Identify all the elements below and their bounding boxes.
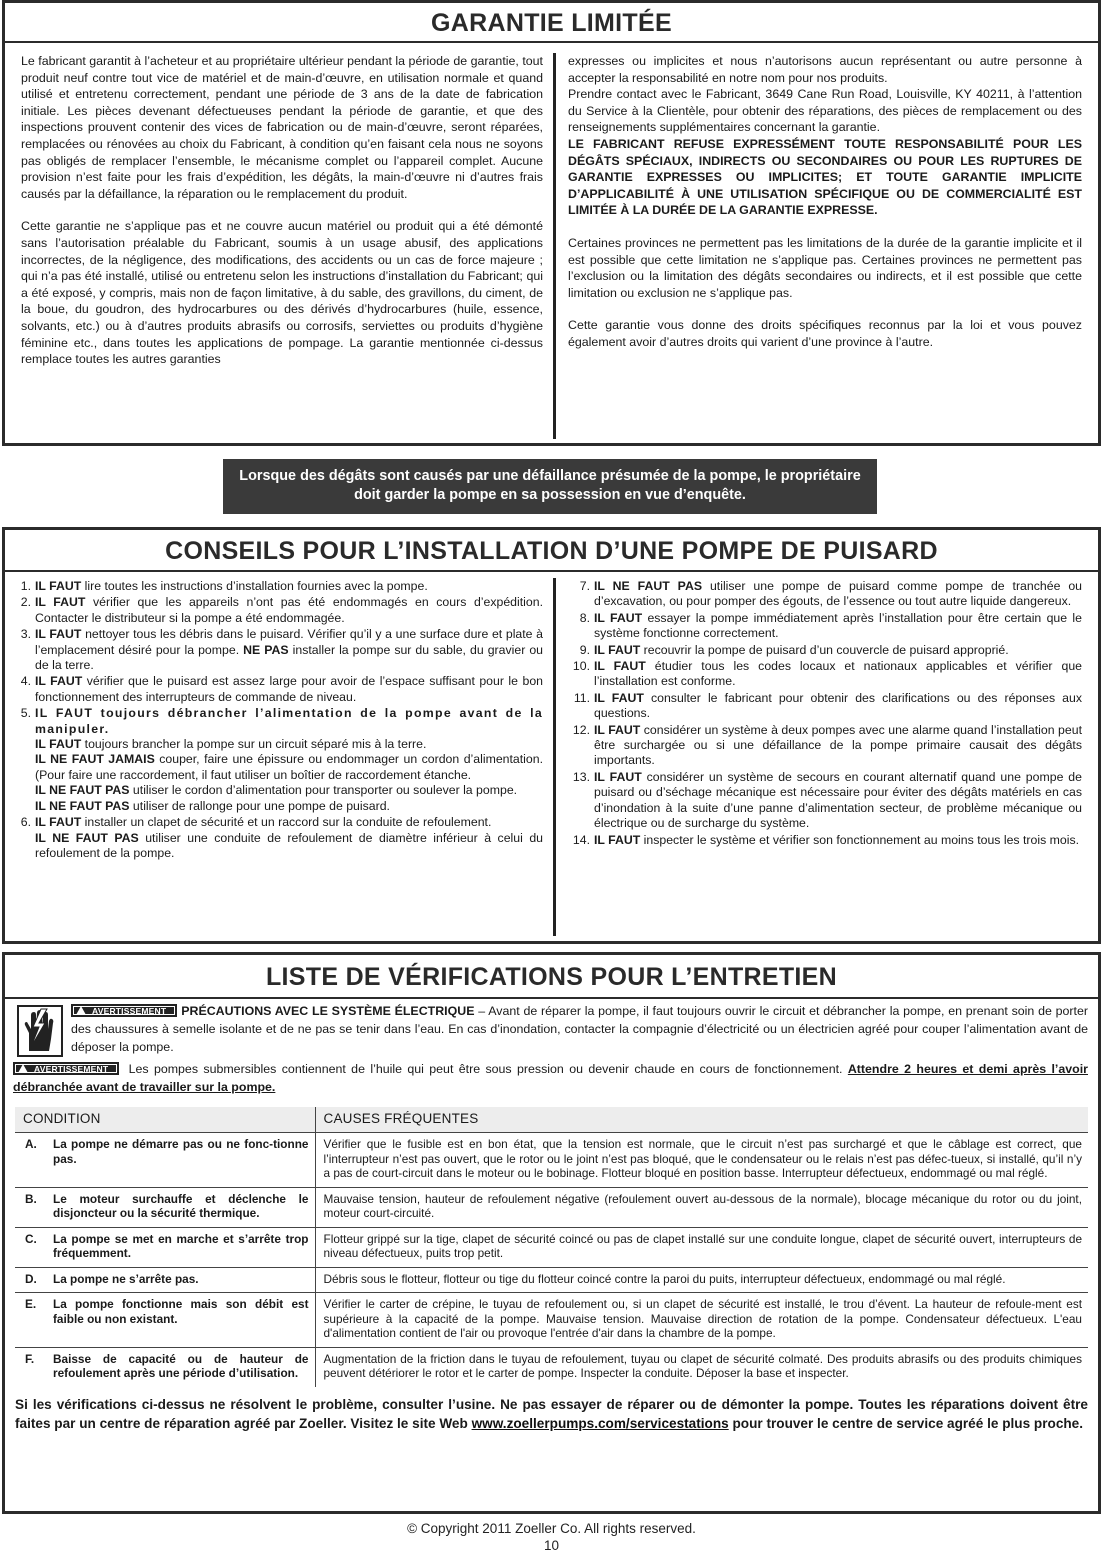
instruction-keyword: IL NE FAUT PAS xyxy=(35,830,139,845)
install-list-item xyxy=(570,770,1082,832)
electrical-warning-heading: PRÉCAUTIONS AVEC LE SYSTÈME ÉLECTRIQUE xyxy=(181,1004,475,1018)
list-item-text xyxy=(35,706,543,814)
condition-wrap xyxy=(19,1192,309,1221)
warranty-paragraph: Prendre contact avec le Fabricant, 3649 Cane Run Road, Louisville, KY 40211, à l’attention du Service à la Clientèle, pour obtenir des réparations, des pièces de remplacement ou des renseignements supplémentaires concernant la garantie. xyxy=(568,87,1082,135)
instruction-text: utiliser une pompe de puisard comme pompe de tranchée ou d’excavation, ou pour pomper des égouts, de l’essence ou tout autre liquide dangereux. xyxy=(594,579,1083,609)
table-row xyxy=(15,1347,1088,1387)
warning-triangle-icon xyxy=(18,1064,28,1073)
list-number: 12. xyxy=(572,722,590,737)
list-number: 14. xyxy=(572,832,590,847)
list-number: 13. xyxy=(572,769,590,784)
install-list-item xyxy=(570,643,1082,658)
copyright-text: © Copyright 2011 Zoeller Co. All rights reserved. xyxy=(407,1521,696,1536)
condition-cell xyxy=(15,1187,315,1227)
instruction-keyword: IL FAUT xyxy=(35,737,82,752)
install-list-item xyxy=(11,595,543,626)
condition-column-header: CONDITION xyxy=(15,1107,315,1133)
instruction-text: couper, faire une épissure ou endommager un cordon d’alimentation. (Pour faire une raccordement, il faut utiliser un boîtier de raccordement étanche. xyxy=(35,752,543,782)
electrical-warning-text: – Avant de réparer la pompe, il faut toujours ouvrir le circuit et débrancher la pompe, en prenant soin de porter des chaussures à semelle isolante et de ne pas se tenir dans l’eau. En cas d’inondation, contacter la compagnie d’électricité ou un électricien agréé pour couper l’alimentation avant de déposer la pompe. xyxy=(71,1004,1088,1054)
instruction-keyword: IL FAUT xyxy=(594,690,644,705)
warning-badge: AVERTISSEMENT xyxy=(13,1062,119,1075)
condition-text: La pompe se met en marche et s’arrête trop fréquemment. xyxy=(53,1231,309,1261)
instruction-text: considérer un système de secours en courant alternatif quand une pompe de puisard ou d’séchage mécanique est nécessaire pour éviter des dégâts matériels en cas d’inondation à la suite d’une panne d’alimentation secteur, de problème mécanique ou électrique ou de surcharge du système. xyxy=(594,769,1082,831)
instruction-text: installer un clapet de sécurité et un raccord sur la conduite de refoulement. xyxy=(81,815,492,830)
list-item-text xyxy=(594,833,1082,848)
instruction-text: utiliser une conduite de refoulement de diamètre inférieur à celui du refoulement de la pompe. xyxy=(35,830,543,860)
condition-letter: D. xyxy=(25,1271,37,1286)
list-number: 6. xyxy=(20,815,31,830)
page-footer xyxy=(0,1520,1103,1554)
instruction-text: nettoyer tous les débris dans le puisard. Vérifier qu’il y a une surface dure et plate à l’emplacement désiré pour la pompe. xyxy=(35,627,543,657)
install-list-item xyxy=(11,815,543,861)
condition-cell xyxy=(15,1347,315,1387)
instruction-keyword: NE PAS xyxy=(243,642,289,657)
list-number: 9. xyxy=(579,642,590,657)
table-row xyxy=(15,1267,1088,1293)
causes-cell: Flotteur grippé sur la tige, clapet de sécurité coincé ou pas de clapet installé sur une conduite longue, clapet de sécurité ouvert, interrupteurs de niveau défectueux, puits trop petit. xyxy=(315,1227,1088,1267)
troubleshooting-table xyxy=(15,1107,1088,1387)
instruction-keyword: IL FAUT xyxy=(35,595,86,610)
warranty-paragraph: expresses ou implicites et nous n’autorisons aucun représentant ou autre personne à accepter la responsabilité en notre nom pour nos produits. xyxy=(568,54,1082,85)
list-item-text xyxy=(594,723,1082,769)
condition-letter: F. xyxy=(25,1351,35,1366)
instruction-keyword: IL FAUT xyxy=(594,610,643,625)
install-list-item xyxy=(570,579,1082,610)
install-list-item xyxy=(11,706,543,814)
instruction-text: considérer un système à deux pompes avec une alarme quand l’installation peut être surchargée ou si une défaillance de la pompe primaire causait des dégâts importants. xyxy=(594,722,1082,768)
condition-letter: E. xyxy=(25,1297,37,1312)
oil-warning-emphasis: Attendre 2 heures et demi après l’avoir débranchée avant de travailler sur la pompe. xyxy=(13,1062,1088,1094)
service-footnote xyxy=(5,1387,1098,1433)
notice-banner: Lorsque des dégâts sont causés par une défaillance présumée de la pompe, le propriétaire doit garder la pompe en sa possession en vue d’enquête. xyxy=(223,459,877,514)
condition-letter: A. xyxy=(25,1137,37,1152)
causes-column-header: CAUSES FRÉQUENTES xyxy=(315,1107,1088,1133)
install-list-item xyxy=(11,674,543,705)
condition-wrap xyxy=(19,1297,309,1326)
table-row xyxy=(15,1293,1088,1348)
condition-text: Baisse de capacité ou de hauteur de refoulement après une période d’utilisation. xyxy=(53,1351,309,1381)
table-row xyxy=(15,1227,1088,1267)
install-left-column xyxy=(5,576,553,936)
install-list-item xyxy=(570,833,1082,848)
page-number: 10 xyxy=(543,1538,560,1553)
table-row xyxy=(15,1187,1088,1227)
list-item-text xyxy=(594,691,1082,722)
warranty-left-column xyxy=(5,49,553,443)
condition-letter: B. xyxy=(25,1191,37,1206)
instruction-keyword: IL FAUT xyxy=(35,815,82,830)
list-item-text xyxy=(35,579,543,594)
instruction-text: vérifier que les appareils n’ont pas été endommagés en cours d’expédition. Contacter le distributeur si la pompe a été endommagée. xyxy=(35,595,543,625)
sub-instruction xyxy=(35,737,543,752)
warning-triangle-icon xyxy=(76,1006,86,1015)
condition-cell xyxy=(15,1267,315,1293)
service-stations-link[interactable]: www.zoellerpumps.com/servicestations xyxy=(471,1415,729,1431)
condition-cell xyxy=(15,1293,315,1348)
instruction-keyword: IL NE FAUT PAS xyxy=(594,579,703,593)
warranty-title: GARANTIE LIMITÉE xyxy=(5,3,1098,43)
condition-wrap xyxy=(19,1272,309,1287)
warranty-paragraph: Certaines provinces ne permettent pas les limitations de la durée de la garantie implicite et il est possible que cette limitation ne s’applique pas. Certaines provinces ne permettent pas l’exclusion ou la limitation des dégâts secondaires ou indirects, et il est possible que cette limitation ou exclusion ne s’applique pas. xyxy=(568,235,1082,300)
instruction-text: toujours brancher la pompe sur un circuit séparé mis à la terre. xyxy=(81,737,427,752)
list-number: 4. xyxy=(20,674,31,689)
install-section xyxy=(2,527,1101,944)
list-item-heading: IL FAUT toujours débrancher l’alimentation de la pompe avant de la manipuler. xyxy=(35,706,543,736)
condition-text: Le moteur surchauffe et déclenche le disjoncteur ou la sécurité thermique. xyxy=(53,1191,309,1221)
condition-cell xyxy=(15,1227,315,1267)
instruction-keyword: IL NE FAUT PAS xyxy=(35,798,130,813)
list-item-text xyxy=(594,770,1082,832)
instruction-keyword: IL FAUT xyxy=(35,627,82,642)
install-list-item xyxy=(570,659,1082,690)
instruction-text: essayer la pompe immédiatement après l’installation pour être certain que le système fonctionne correctement. xyxy=(594,610,1082,641)
list-item-text xyxy=(35,815,543,861)
condition-wrap xyxy=(19,1137,309,1166)
instruction-text: utiliser le cordon d’alimentation pour transporter ou soulever la pompe. xyxy=(129,783,518,798)
list-number: 11. xyxy=(573,690,590,705)
oil-warning xyxy=(5,1059,1098,1097)
list-item-text xyxy=(35,595,543,626)
instruction-keyword: IL FAUT xyxy=(594,722,641,737)
list-number: 5. xyxy=(20,706,31,721)
condition-letter: C. xyxy=(25,1231,37,1246)
instruction-text: vérifier que le puisard est assez large pour avoir de l’espace suffisant pour le bon fonctionnement des interrupteurs de commande de niveau. xyxy=(35,674,543,704)
list-number: 7. xyxy=(579,579,590,593)
condition-wrap xyxy=(19,1352,309,1381)
list-item-text xyxy=(35,674,543,705)
warranty-paragraph: Cette garantie vous donne des droits spécifiques reconnus par la loi et vous pouvez également avoir d’autres droits qui varient d’une province à l’autre. xyxy=(568,318,1082,349)
list-item-text xyxy=(594,579,1082,610)
install-list-item xyxy=(570,611,1082,642)
condition-wrap xyxy=(19,1232,309,1261)
footnote-text: Si les vérifications ci-dessus ne résolvent le problème, consulter l’usine. Ne pas essayer de réparer ou de démonter la pompe. Toutes les réparations doivent être faites par un centre de réparation agréé par Zoeller. Visitez le site Web xyxy=(15,1396,1088,1431)
maintenance-title: LISTE DE VÉRIFICATIONS POUR L’ENTRETIEN xyxy=(5,955,1098,999)
causes-cell: Mauvaise tension, hauteur de refoulement négative (refoulement ouvert au-dessous de la normale), blocage mécanique du rotor ou du joint, moteur court-circuité. xyxy=(315,1187,1088,1227)
condition-text: La pompe ne s’arrête pas. xyxy=(53,1271,199,1286)
instruction-text: étudier tous les codes locaux et nationaux applicables et vérifier que l’installation est conforme. xyxy=(594,659,1082,689)
warranty-paragraph: Le fabricant garantit à l’acheteur et au propriétaire ultérieur pendant la période de garantie, tout produit neuf contre tout vice de matériel et de main-d’œuvre, en utilisation normale et quand utilisé et entretenu correctement, pendant une période de 3 ans de la date de fabrication initiale. Les pièces devenant défectueuses pendant la période de garantie, et que des inspections prouvent contenir des vices de fabrication ou de main-d’œuvre, seront réparées, remplacées ou rénovées au choix du Fabricant, à condition qu’en faisant cela nous ne soyons pas obligés de remplacer l’ensemble, le mécanisme complet ou l’appareil complet. Aucune provision n’est faite pour les frais d’expédition, les dégâts, la main-d’œuvre ni d’autres frais causés par la défaillance, la réparation ou le remplacement du produit. xyxy=(21,54,543,201)
list-number: 3. xyxy=(20,627,31,642)
instruction-keyword: IL FAUT xyxy=(594,642,641,657)
install-list-item xyxy=(570,691,1082,722)
sub-instruction xyxy=(35,783,543,798)
maintenance-section xyxy=(2,952,1101,1514)
list-number: 2. xyxy=(20,595,31,610)
instruction-text: consulter le fabricant pour obtenir des clarifications ou des réponses aux questions. xyxy=(594,690,1082,721)
instruction-text: installer la pompe sur du sable, du gravier ou de la terre. xyxy=(35,642,543,673)
install-list-item xyxy=(11,627,543,673)
sub-instruction xyxy=(35,752,543,783)
instruction-keyword: IL NE FAUT JAMAIS xyxy=(35,752,155,767)
causes-cell: Débris sous le flotteur, flotteur ou tige du flotteur coincé contre la paroi du puits, interrupteur défectueux, endommagé ou mal réglé. xyxy=(315,1267,1088,1293)
oil-warning-text: Les pompes submersibles contiennent de l’huile qui peut être sous pression ou devenir chaude en cours de fonctionnement. xyxy=(123,1062,848,1076)
list-number: 1. xyxy=(20,579,31,593)
electric-shock-icon xyxy=(17,1005,63,1057)
warranty-disclaimer: LE FABRICANT REFUSE EXPRESSÉMENT TOUTE RESPONSABILITÉ POUR LES DÉGÂTS SPÉCIAUX, INDIRECTS OU SECONDAIRES OU POUR LES RUPTURES DE GARANTIE EXPRESSES OU IMPLICITES; ET TOUTE GARANTIE IMPLICITE D’APPLICABILITÉ À UNE UTILISATION SPÉCIFIQUE OU DE COMMERCIALITÉ EST LIMITÉE À LA DURÉE DE LA GARANTIE EXPRESSE. xyxy=(568,136,1082,218)
causes-cell: Vérifier que le fusible est en bon état, que la tension est normale, que le circuit n’est pas surchargé et que le câblage est correct, que l’interrupteur n’est pas ouvert, que le rotor ou le joint n’est pas bloqué, que le condensateur ou le relais n’est pas défec-tueux, si installé, qu’il n’y a pas de court-circuit dans le moteur ou le bobinage. Flotteur bloqué en position basse. Interrupteur défectueux, endommagé ou mal réglé. xyxy=(315,1133,1088,1188)
causes-cell: Augmentation de la friction dans le tuyau de refoulement, tuyau ou clapet de sécurité colmaté. Des produits abrasifs ou des produits chimiques peuvent détériorer le rotor et le carter de pompe. Inspecter la conduite. Déposer la base et inspecter. xyxy=(315,1347,1088,1387)
warning-badge: AVERTISSEMENT xyxy=(71,1004,177,1017)
table-row xyxy=(15,1133,1088,1188)
instruction-keyword: IL FAUT xyxy=(594,769,642,784)
sub-instruction xyxy=(35,799,543,814)
warranty-section xyxy=(2,0,1101,446)
install-right-column xyxy=(556,576,1096,936)
install-list-item xyxy=(570,723,1082,769)
instruction-keyword: IL FAUT xyxy=(35,579,82,593)
footnote-text: pour trouver le centre de service agréé le plus proche. xyxy=(728,1415,1084,1431)
list-number: 10. xyxy=(572,659,590,674)
install-title: CONSEILS POUR L’INSTALLATION D’UNE POMPE DE PUISARD xyxy=(5,530,1098,572)
list-number: 8. xyxy=(579,610,590,625)
instruction-text: inspecter le système et vérifier son fonctionnement au moins tous les trois mois. xyxy=(640,832,1080,847)
list-item-text xyxy=(594,659,1082,690)
list-item-text xyxy=(35,627,543,673)
list-item-text xyxy=(594,643,1082,658)
instruction-keyword: IL FAUT xyxy=(594,659,646,674)
instruction-text: recouvrir la pompe de puisard d’un couvercle de puisard approprié. xyxy=(640,642,1009,657)
install-list-item xyxy=(11,579,543,594)
condition-cell xyxy=(15,1133,315,1188)
condition-text: La pompe ne démarre pas ou ne fonc-tionne pas. xyxy=(53,1137,309,1166)
instruction-text: utiliser de rallonge pour une pompe de puisard. xyxy=(129,798,390,813)
instruction-text: lire toutes les instructions d’installation fournies avec la pompe. xyxy=(81,579,428,593)
warranty-paragraph: Cette garantie ne s’applique pas et ne couvre aucun matériel ou produit qui a été démonté sans l’autorisation préalable du Fabricant, soumis à un usage abusif, des applications incorrectes, de la négligence, des modifications, des accidents ou un cas de force majeure ; qui n’a pas été installé, utilisé ou entretenu selon les instructions d’installation du Fabricant; qui a été exposé, y compris, mais non de façon limitative, à du sable, des gravillons, du ciment, de la boue, du goudron, des hydrocarbures ou des dérivés d’hydrocarbures (huile, essence, solvants, etc.) ou à d’autres produits abrasifs ou corrosifs, serviettes ou produits d’hygiène féminine etc., dans toutes les applications de pompage. La garantie mentionnée ci-dessus remplace toutes les autres garanties xyxy=(21,219,543,367)
condition-text: La pompe fonctionne mais son débit est faible ou non existant. xyxy=(53,1297,309,1326)
warranty-right-column xyxy=(556,49,1096,443)
causes-cell: Vérifier le carter de crépine, le tuyau de refoulement ou, si un clapet de sécurité est installé, le trou d’évent. La hauteur de refoule-ment est supérieure à la capacité de la pompe. Mauvaise tension. Mauvaise direction de rotation de la pompe. Condensateur défectueux. L'eau d'alimentation contient de l'air ou provoque l'entrée d'air dans la chambre de la pompe. xyxy=(315,1293,1088,1348)
instruction-keyword: IL FAUT xyxy=(35,674,83,689)
electrical-warning xyxy=(5,999,1098,1059)
list-item-text xyxy=(594,611,1082,642)
instruction-keyword: IL NE FAUT PAS xyxy=(35,783,130,798)
sub-instruction xyxy=(35,831,543,862)
instruction-keyword: IL FAUT xyxy=(594,832,641,847)
